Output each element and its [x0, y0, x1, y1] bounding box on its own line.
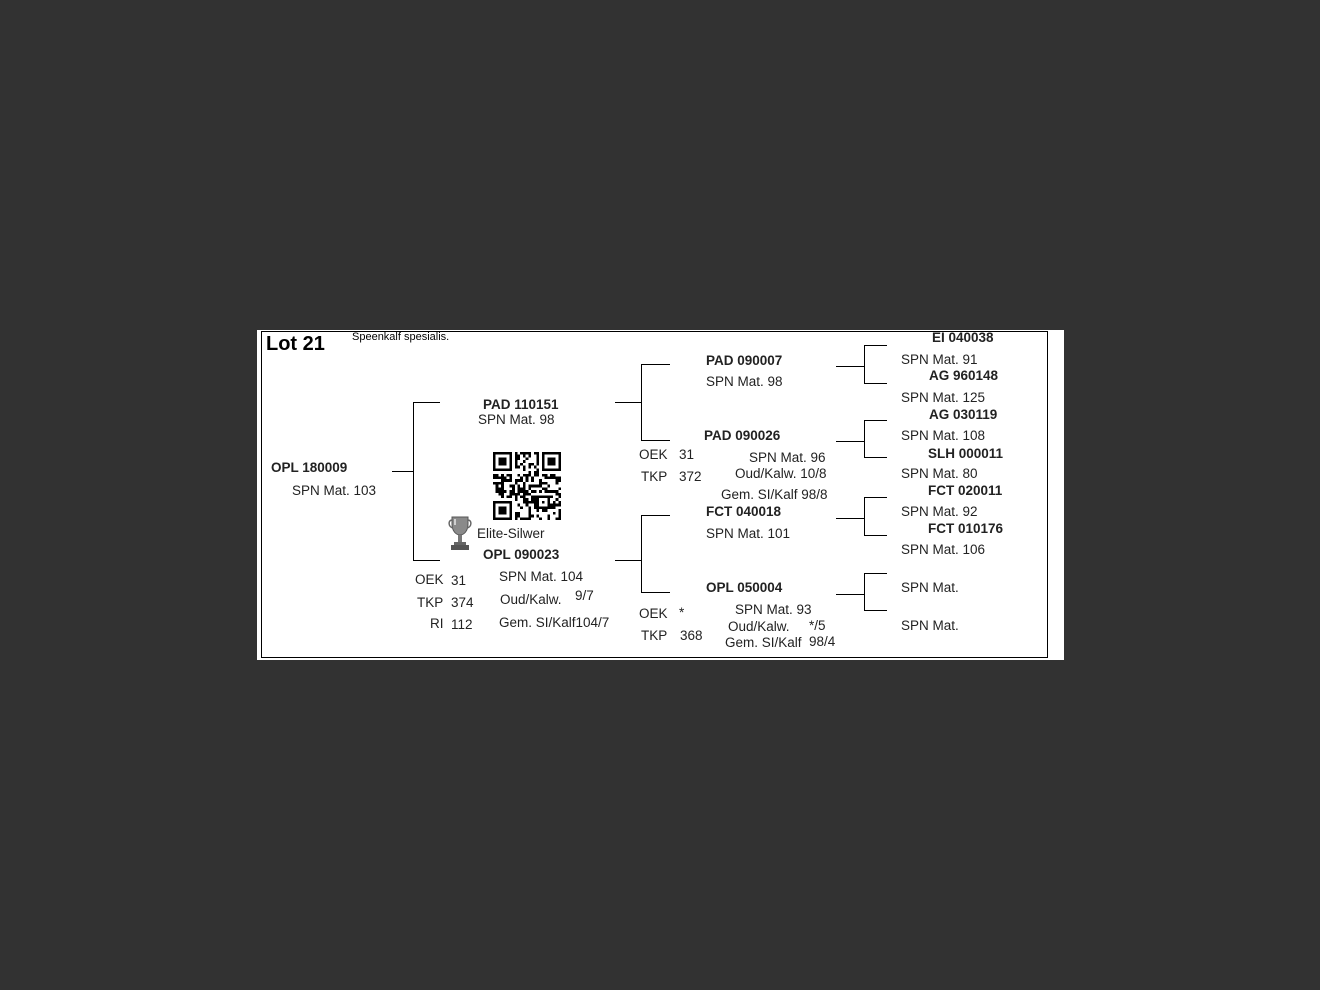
tree-line: [836, 366, 864, 367]
tree-line: [864, 345, 865, 383]
qr-code-icon: [493, 452, 561, 520]
tree-line: [615, 402, 641, 403]
dam-dam-stat-value: *: [679, 605, 685, 620]
tree-line: [864, 383, 887, 384]
sire-dam-id: PAD 090026: [704, 428, 781, 443]
tree-line: [641, 364, 670, 365]
tree-line: [864, 497, 865, 535]
lot-title: Lot 21: [266, 333, 325, 355]
tree-line: [836, 441, 864, 442]
dam-oud-label: Oud/Kalw.: [500, 592, 562, 607]
sire-dam-stat-value: 372: [679, 469, 702, 484]
tree-line: [864, 573, 887, 574]
dam-stat-label: RI: [430, 616, 444, 631]
ggp-id: EI 040038: [932, 330, 994, 345]
tree-line: [864, 420, 887, 421]
dam-dam-stat-label: OEK: [639, 606, 668, 621]
ggp-id: SLH 000011: [928, 446, 1004, 461]
ggp-id: AG 030119: [929, 407, 998, 422]
dam-sire-id: FCT 040018: [706, 504, 782, 519]
sire-dam-stat-label: OEK: [639, 447, 668, 462]
dam-dam-gem-value: 98/4: [809, 634, 836, 649]
ggp-spn: SPN Mat. 92: [901, 504, 978, 519]
sire-dam-gem: Gem. SI/Kalf 98/8: [721, 487, 828, 502]
sire-sire-id: PAD 090007: [706, 353, 783, 368]
ggp-spn: SPN Mat. 125: [901, 390, 986, 405]
dam-stat-value: 112: [451, 617, 473, 632]
tree-line: [864, 573, 865, 610]
tree-line: [864, 420, 865, 457]
dam-stat-label: OEK: [415, 572, 444, 587]
tree-line: [413, 560, 440, 561]
tree-line: [864, 610, 887, 611]
sire-id: PAD 110151: [483, 397, 559, 412]
ggp-spn: SPN Mat.: [901, 618, 959, 633]
animal-id: OPL 180009: [271, 460, 348, 475]
sire-spn: SPN Mat. 98: [478, 412, 555, 427]
trophy-icon: [447, 515, 473, 551]
dam-dam-stat-value: 368: [680, 628, 703, 643]
tree-line: [615, 560, 641, 561]
tree-line: [836, 518, 864, 519]
sire-dam-spn: SPN Mat. 96: [749, 450, 826, 465]
tree-line: [392, 471, 413, 472]
tree-line: [641, 515, 642, 592]
tree-line: [413, 402, 414, 560]
sire-dam-stat-label: TKP: [641, 469, 668, 484]
dam-stat-value: 31: [451, 573, 467, 588]
sire-dam-stat-value: 31: [679, 447, 695, 462]
tree-line: [641, 515, 670, 516]
dam-dam-id: OPL 050004: [706, 580, 783, 595]
dam-stat-value: 374: [451, 595, 474, 610]
tree-line: [864, 457, 887, 458]
sire-dam-oud: Oud/Kalw. 10/8: [735, 466, 827, 481]
dam-sire-spn: SPN Mat. 101: [706, 526, 791, 541]
animal-spn: SPN Mat. 103: [292, 483, 377, 498]
dam-gem: Gem. SI/Kalf104/7: [499, 615, 610, 630]
tree-line: [864, 345, 887, 346]
dam-id: OPL 090023: [483, 547, 560, 562]
sire-sire-spn: SPN Mat. 98: [706, 374, 783, 389]
tree-line: [641, 592, 670, 593]
ggp-spn: SPN Mat. 91: [901, 352, 978, 367]
ggp-spn: SPN Mat. 80: [901, 466, 978, 481]
dam-dam-oud-value: */5: [809, 618, 826, 633]
dam-dam-gem-label: Gem. SI/Kalf: [725, 635, 802, 650]
ggp-id: FCT 020011: [928, 483, 1003, 498]
dam-spn: SPN Mat. 104: [499, 569, 584, 584]
tree-line: [864, 497, 887, 498]
tree-line: [413, 402, 440, 403]
ggp-spn: SPN Mat. 108: [901, 428, 986, 443]
dam-dam-oud-label: Oud/Kalw.: [728, 619, 790, 634]
ggp-id: FCT 010176: [928, 521, 1004, 536]
tree-line: [641, 364, 642, 440]
ggp-id: AG 960148: [929, 368, 999, 383]
lot-note: Speenkalf spesialis.: [352, 331, 450, 343]
dam-dam-spn: SPN Mat. 93: [735, 602, 812, 617]
dam-award: Elite-Silwer: [477, 526, 545, 541]
dam-oud-value: 9/7: [575, 588, 594, 603]
dam-stat-label: TKP: [417, 595, 444, 610]
ggp-spn: SPN Mat. 106: [901, 542, 986, 557]
tree-line: [641, 440, 670, 441]
dam-dam-stat-label: TKP: [641, 628, 668, 643]
tree-line: [864, 535, 887, 536]
ggp-spn: SPN Mat.: [901, 580, 959, 595]
tree-line: [836, 594, 864, 595]
